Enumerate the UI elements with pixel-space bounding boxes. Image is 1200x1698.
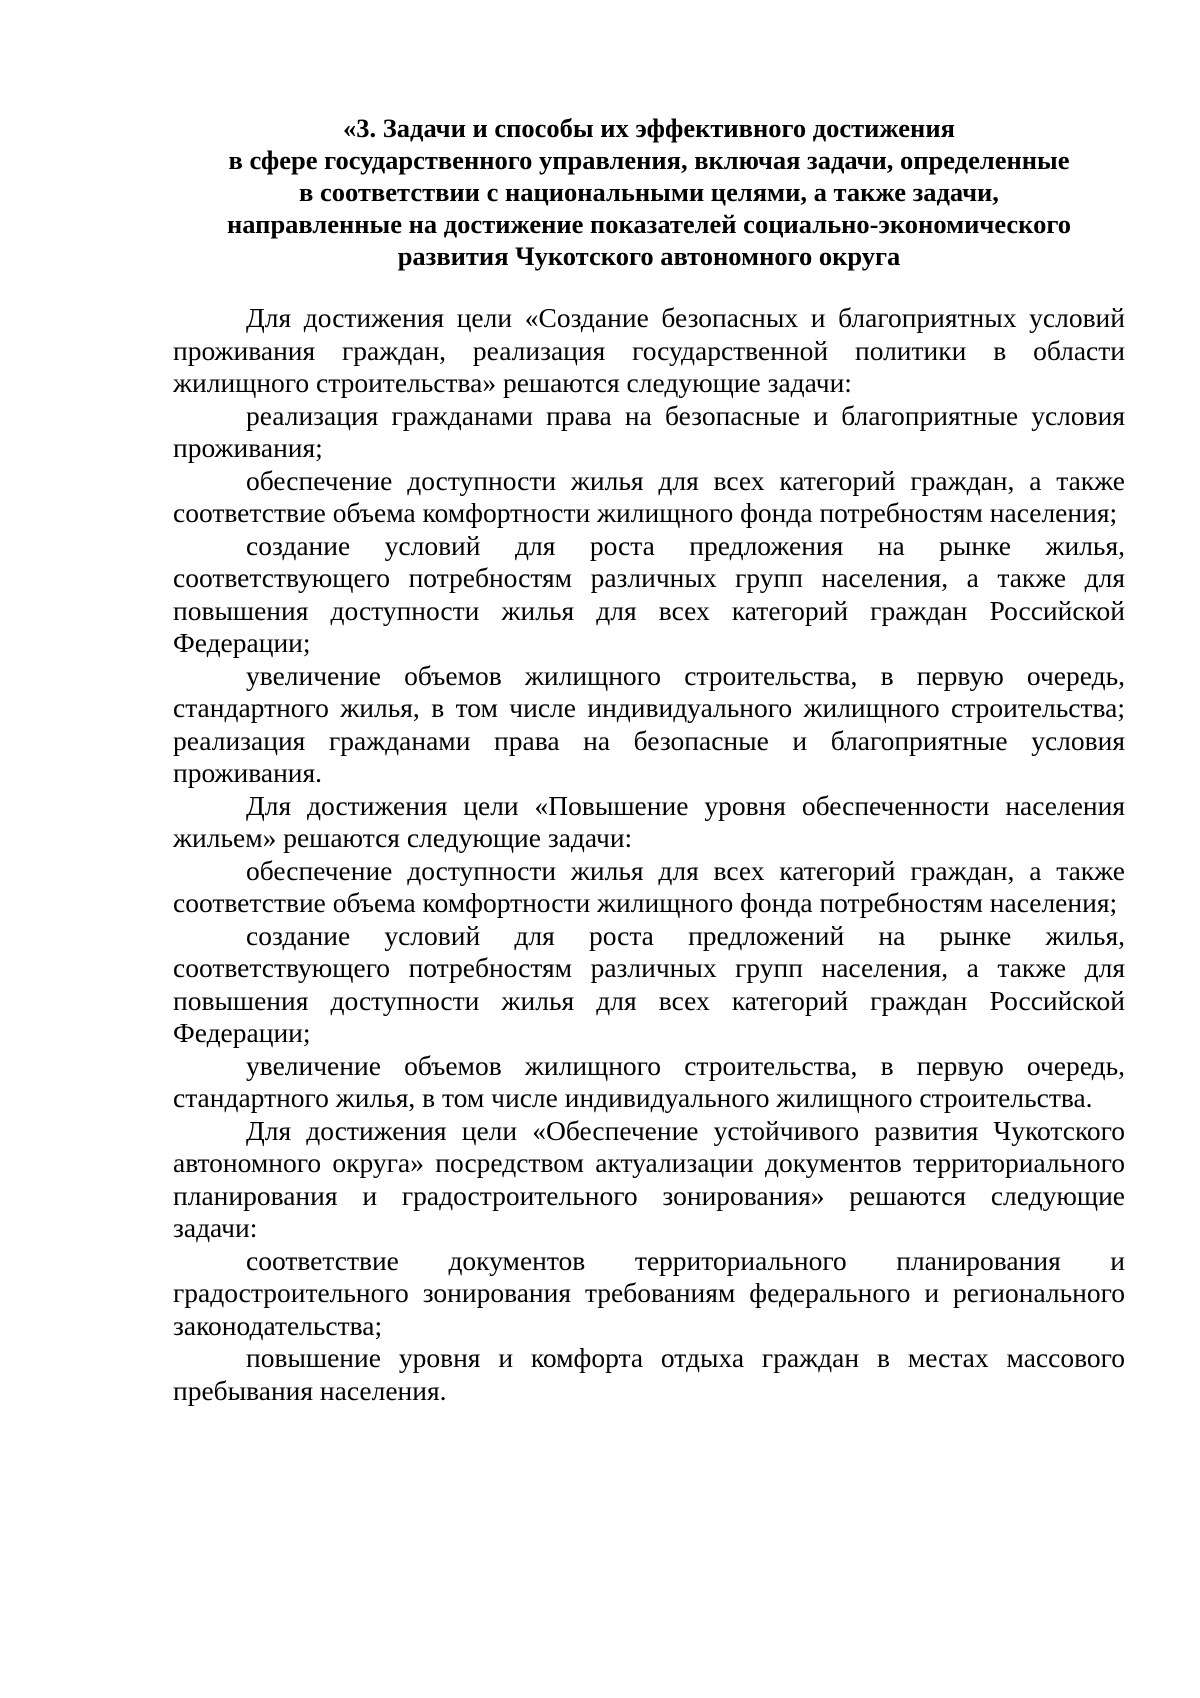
paragraph-goal-2-intro: Для достижения цели «Повышение уровня обеспеченности населения жильем» решаются следующие задачи: xyxy=(173,789,1125,853)
paragraph-task: повышение уровня и комфорта отдыха граждан в местах массового пребывания населения. xyxy=(173,1342,1125,1406)
section-heading xyxy=(173,112,1125,272)
section-body xyxy=(173,302,1125,1407)
paragraph-task: соответствие документов территориального планирования и градостроительного зонирования требованиям федерального и регионального законодательства; xyxy=(173,1244,1125,1341)
paragraph-goal-1-intro: Для достижения цели «Создание безопасных и благоприятных условий проживания граждан, реализация государственной политики в области жилищного строительства» решаются следующие задачи: xyxy=(173,302,1125,398)
heading-line: развития Чукотского автономного округа xyxy=(397,241,901,271)
heading-line: в соответствии с национальными целями, а также задачи, xyxy=(299,177,999,207)
paragraph-task: увеличение объемов жилищного строительства, в первую очередь, стандартного жилья, в том числе индивидуального жилищного строительства. xyxy=(173,1049,1125,1113)
heading-line: «3. Задачи и способы их эффективного достижения xyxy=(343,113,955,143)
paragraph-task: реализация гражданами права на безопасные и благоприятные условия проживания; xyxy=(173,399,1125,463)
paragraph-task: обеспечение доступности жилья для всех категорий граждан, а также соответствие объема комфортности жилищного фонда потребностям населения; xyxy=(173,854,1125,918)
heading-line: в сфере государственного управления, включая задачи, определенные xyxy=(228,145,1070,175)
paragraph-goal-3-intro: Для достижения цели «Обеспечение устойчивого развития Чукотского автономного округа» посредством актуализации документов территориального планирования и градостроительного зонирования» решаются следующие задачи: xyxy=(173,1114,1125,1243)
document-page xyxy=(173,112,1125,1407)
paragraph-task: увеличение объемов жилищного строительства, в первую очередь, стандартного жилья, в том числе индивидуального жилищного строительства; реализация гражданами права на безопасные и благоприятные условия проживания. xyxy=(173,659,1125,788)
paragraph-task: создание условий для роста предложения на рынке жилья, соответствующего потребностям различных групп населения, а также для повышения доступности жилья для всех категорий граждан Российской Федерации; xyxy=(173,529,1125,658)
paragraph-task: обеспечение доступности жилья для всех категорий граждан, а также соответствие объема комфортности жилищного фонда потребностям населения; xyxy=(173,464,1125,528)
heading-line: направленные на достижение показателей социально-экономического xyxy=(227,209,1071,239)
paragraph-task: создание условий для роста предложений на рынке жилья, соответствующего потребностям различных групп населения, а также для повышения доступности жилья для всех категорий граждан Российской Федерации; xyxy=(173,919,1125,1048)
